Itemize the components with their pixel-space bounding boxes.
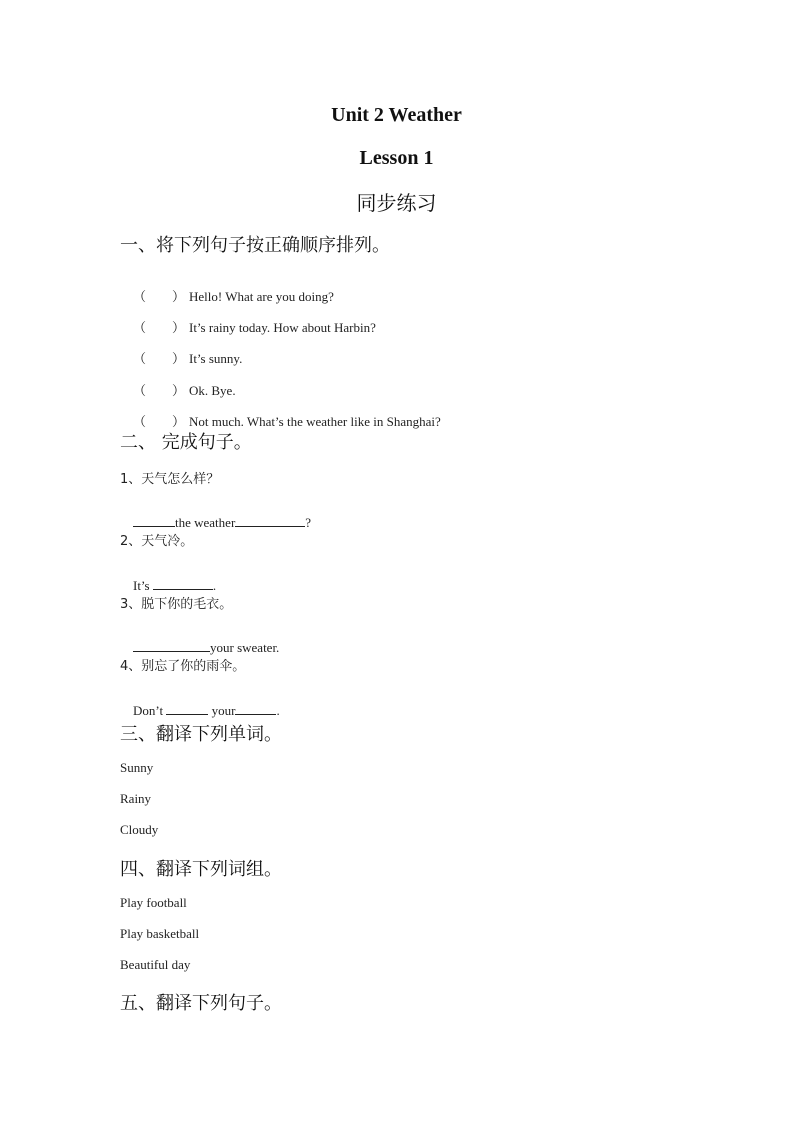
q4-answer-line: Don’t your .: [133, 703, 280, 718]
q3-prompt: 3、脱下你的毛衣。: [120, 597, 233, 612]
phrase-item: Play football: [120, 895, 187, 910]
q1-answer-line: the weather ?: [120, 499, 311, 547]
section4-heading: 四、翻译下列词组。: [120, 859, 282, 880]
word-item: Rainy: [120, 791, 152, 806]
ordering-item: （ ） It’s sunny.: [120, 332, 242, 383]
q2-prompt: 2、天气冷。: [120, 534, 194, 549]
ordering-item: （ ） Ok. Bye.: [120, 364, 236, 415]
word-item: Sunny: [120, 760, 154, 775]
ordering-item: （ ） It’s rainy today. How about Harbin?: [120, 301, 376, 352]
q1-prompt: 1、天气怎么样？: [120, 472, 220, 487]
blank-field[interactable]: [133, 515, 175, 527]
q2-answer-line: It’s .: [133, 578, 217, 593]
phrase-item: Beautiful day: [120, 957, 191, 972]
q4-prompt: 4、别忘了你的雨伞。: [120, 659, 246, 674]
answer-bracket[interactable]: （ ）: [133, 289, 186, 304]
blank-field[interactable]: [153, 578, 213, 590]
blank-field[interactable]: [133, 640, 210, 652]
answer-bracket[interactable]: （ ）: [133, 320, 186, 335]
blank-field[interactable]: [235, 703, 276, 715]
unit-title: Unit 2 Weather: [331, 104, 462, 126]
answer-bracket[interactable]: （ ）: [133, 351, 186, 366]
ordering-item: （ ） Not much. What’s the weather like in Shanghai?: [120, 395, 441, 446]
answer-bracket[interactable]: （ ）: [133, 414, 186, 429]
blank-field[interactable]: [235, 515, 305, 527]
word-item: Cloudy: [120, 822, 159, 837]
section5-heading: 五、翻译下列句子。: [120, 993, 282, 1014]
blank-field[interactable]: [166, 703, 208, 715]
practice-subtitle: 同步练习: [356, 191, 437, 215]
section1-heading: 一、将下列句子按正确顺序排列。: [120, 235, 390, 256]
q3-answer-line: your sweater.: [120, 624, 279, 672]
section3-heading: 三、翻译下列单词。: [120, 724, 282, 745]
lesson-title: Lesson 1: [359, 147, 434, 169]
answer-bracket[interactable]: （ ）: [133, 383, 186, 398]
section2-heading: 二、 完成句子。: [120, 432, 252, 453]
phrase-item: Play basketball: [120, 926, 200, 941]
ordering-item: （ ） Hello! What are you doing?: [120, 270, 334, 321]
